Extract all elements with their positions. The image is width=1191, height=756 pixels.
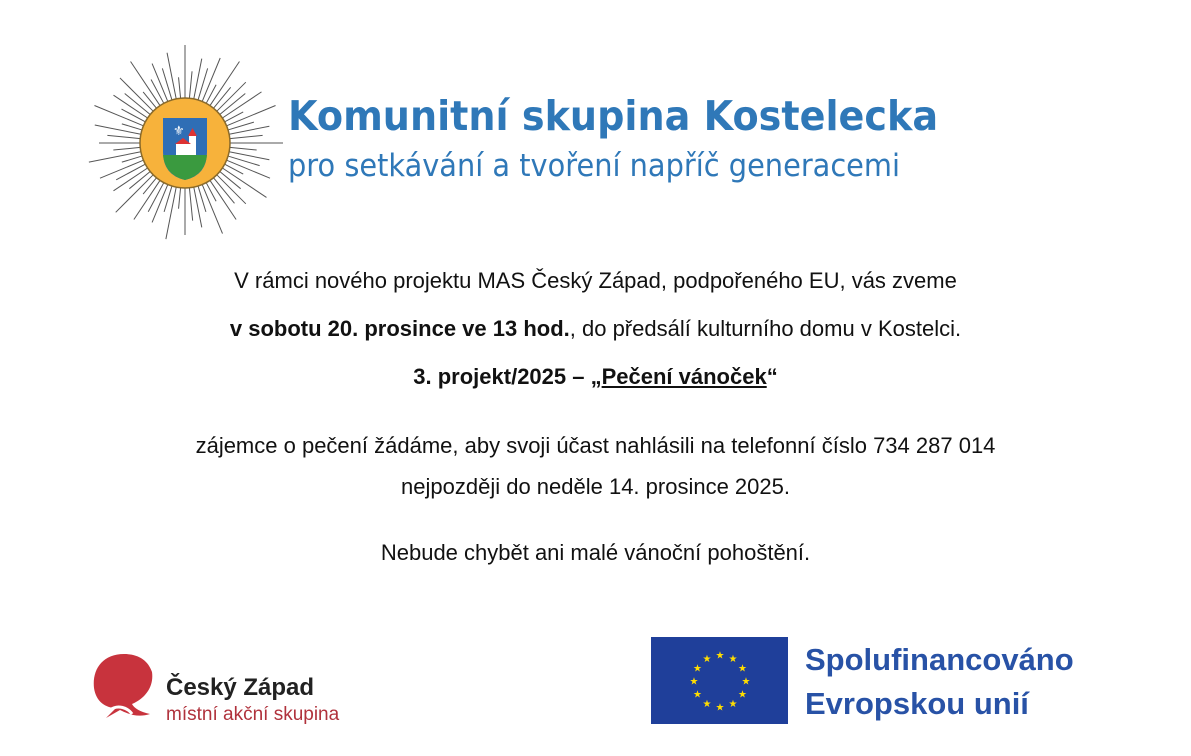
sun-ray [189, 71, 192, 98]
eu-star-icon: ★ [728, 653, 738, 665]
sun-ray [122, 109, 146, 122]
project-number: 3. projekt/2025 – „ [413, 364, 602, 389]
fleur-de-lis-icon: ⚜ [173, 123, 185, 138]
eu-star-icon: ★ [692, 689, 702, 701]
sun-ray [179, 188, 181, 209]
page-title: Komunitní skupina Kostelecka [288, 92, 939, 140]
sun-ray [94, 105, 143, 125]
sun-ray [214, 87, 231, 108]
community-group-logo [85, 40, 285, 246]
mas-name: Český Západ [166, 674, 315, 701]
sun-ray [230, 147, 257, 150]
mas-subtitle: místní akční skupina [166, 704, 340, 725]
eu-star-icon: ★ [741, 676, 751, 688]
eu-cofinanced-label: Spolufinancováno [805, 642, 1074, 677]
eu-star-icon: ★ [715, 650, 725, 662]
invitation-intro: V rámci nového projektu MAS Český Západ, podpořeného EU, vás zveme [234, 268, 957, 293]
event-place: , do předsálí kulturního domu v Kostelci. [569, 316, 962, 341]
sun-ray [151, 80, 164, 104]
page-subtitle: pro setkávání a tvoření napříč generacemi [288, 148, 901, 184]
sun-ray [162, 68, 172, 100]
eu-star-icon: ★ [728, 699, 738, 711]
eu-union-label: Evropskou unií [805, 686, 1029, 721]
sun-ray [189, 188, 192, 221]
sun-ray [129, 172, 150, 189]
event-date: v sobotu 20. prosince ve 13 hod. [229, 316, 570, 341]
sun-ray [230, 135, 263, 138]
sun-ray [122, 124, 142, 130]
refreshments-note: Nebude chybět ani malé vánoční pohoštění. [380, 540, 811, 565]
registration-deadline: nejpozději do neděle 14. prosince 2025. [401, 474, 790, 499]
eu-star-icon: ★ [692, 663, 702, 675]
sun-ray [116, 175, 153, 212]
eu-star-icon: ★ [738, 689, 747, 701]
eu-star-icon: ★ [689, 676, 699, 688]
sun-ray [95, 125, 141, 134]
sun-ray [210, 62, 239, 106]
eu-star-icon: ★ [738, 663, 747, 675]
sun-ray [166, 187, 176, 239]
sun-ray [228, 156, 260, 166]
sun-ray [122, 156, 142, 162]
sun-ray [143, 178, 156, 194]
eu-star-icon: ★ [702, 699, 712, 711]
sun-ray [120, 78, 153, 111]
sun-ray [220, 172, 241, 189]
mas-cesky-zapad-logo-icon [88, 652, 160, 722]
sun-ray [113, 147, 140, 150]
sun-ray [89, 152, 141, 162]
quote-close: “ [766, 364, 778, 389]
project-title-line [0, 364, 1191, 390]
sun-ray [222, 168, 266, 197]
sun-ray [179, 77, 181, 98]
project-name: Pečení vánoček [601, 364, 767, 389]
event-date-line [0, 316, 1191, 342]
eu-star-icon: ★ [715, 702, 725, 714]
sun-ray [198, 68, 208, 100]
sun-ray [131, 62, 160, 106]
sun-ray [167, 53, 176, 99]
sun-ray [143, 92, 156, 108]
eu-flag-icon [651, 637, 788, 724]
sun-ray [107, 135, 140, 138]
eu-star-icon: ★ [702, 653, 712, 665]
registration-info: zájemce o pečení žádáme, aby svoji účast nahlásili na telefonní číslo 734 287 014 [195, 433, 996, 458]
